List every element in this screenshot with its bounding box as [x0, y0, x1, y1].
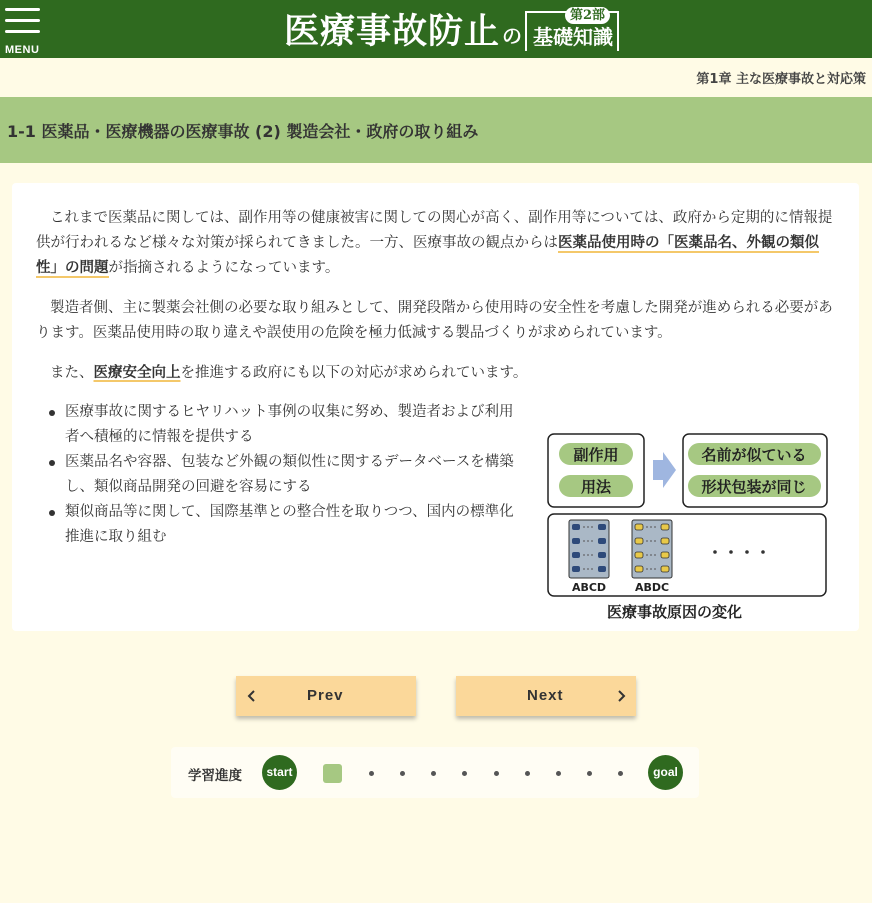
- site-logo[interactable]: [284, 3, 619, 55]
- prev-button[interactable]: [236, 676, 416, 716]
- progress-step-dot[interactable]: [494, 771, 499, 776]
- cause-change-figure: [547, 433, 829, 626]
- paragraph-2: 製造者側、主に製薬会社側の必要な取り組みとして、開発段階から使用時の安全性を考慮した開発が進められる必要があります。医薬品使用時の取り違えや誤使用の危険を極力低減する製品づくりが求められています。: [36, 300, 833, 341]
- progress-tracker: [171, 747, 699, 798]
- progress-step-dot[interactable]: [587, 771, 592, 776]
- cause-diagram: [547, 433, 829, 598]
- progress-label: 学習進度: [188, 768, 242, 784]
- paragraph-1: これまで医薬品に関しては、副作用等の健康被害に関しての関心が高く、副作用等については、政府から定期的に情報提供が行われるなど様々な対策が採られてきました。一方、医療事故の観点からは医薬品使用時の「医薬品名、外観の類似性」の問題が指摘されるようになっています。: [36, 210, 833, 276]
- highlight-similarity-issue: 医薬品使用時の「医薬品名、外観の類似性」の問題: [36, 235, 819, 276]
- top-header: [0, 0, 872, 58]
- pill-usage-text: 用法: [580, 478, 612, 496]
- chevron-left-icon: [244, 688, 260, 704]
- progress-step-dot[interactable]: [556, 771, 561, 776]
- logo-particle: の: [502, 24, 523, 48]
- menu-label: MENU: [5, 44, 40, 56]
- list-item: 医療事故に関するヒヤリハット事例の収集に努め、製造者および利用者へ積極的に情報を提供する: [48, 400, 518, 450]
- pill-similar-name-text: 名前が似ている: [701, 446, 807, 464]
- logo-main-text: 医療事故防止: [284, 11, 501, 52]
- list-item: 医薬品名や容器、包装など外観の類似性に関するデータベースを構築し、類似商品開発の回避を容易にする: [48, 450, 518, 500]
- next-button[interactable]: [456, 676, 636, 716]
- pill-same-package-text: 形状包装が同じ: [701, 478, 807, 496]
- logo-subtitle-box: [525, 8, 619, 51]
- figure-caption: 医療事故原因の変化: [607, 603, 743, 621]
- blister-pack-icon: [569, 520, 609, 578]
- logo-subtitle: 基礎知識: [533, 25, 614, 49]
- progress-step-dot[interactable]: [400, 771, 405, 776]
- paragraph-3: また、医療安全向上を推進する政府にも以下の対応が求められています。: [50, 365, 528, 381]
- ellipsis: ・・・・: [706, 543, 772, 562]
- progress-current-step: [323, 764, 342, 783]
- pack-label-2: ABDC: [634, 581, 670, 594]
- blister-pack-icon: [632, 520, 672, 578]
- next-label: Next: [527, 687, 564, 704]
- progress-step-dot[interactable]: [462, 771, 467, 776]
- chevron-right-icon: [613, 688, 629, 704]
- chapter-title: 第1章 主な医療事故と対応策: [696, 72, 866, 87]
- link-medical-safety[interactable]: 医療安全向上: [93, 365, 181, 381]
- pack-label-1: ABCD: [571, 581, 607, 594]
- content-card: [12, 183, 859, 631]
- progress-step-dot[interactable]: [369, 771, 374, 776]
- progress-start[interactable]: start: [262, 755, 297, 790]
- pill-side-effect-text: 副作用: [573, 446, 619, 464]
- menu-button[interactable]: [5, 8, 41, 56]
- progress-step-dot[interactable]: [431, 771, 436, 776]
- prev-label: Prev: [307, 687, 344, 704]
- progress-step-dot[interactable]: [525, 771, 530, 776]
- progress-goal[interactable]: goal: [648, 755, 683, 790]
- section-title: 1-1 医薬品・医療機器の医療事故 (2) 製造会社・政府の取り組み: [7, 122, 479, 141]
- part-badge: 第2部: [565, 7, 610, 24]
- arrow-right-icon: [653, 452, 676, 488]
- hamburger-icon: [5, 8, 40, 11]
- gov-actions-list: [48, 400, 518, 550]
- progress-step-dot[interactable]: [618, 771, 623, 776]
- list-item: 類似商品等に関して、国際基準との整合性を取りつつ、国内の標準化推進に取り組む: [48, 500, 518, 550]
